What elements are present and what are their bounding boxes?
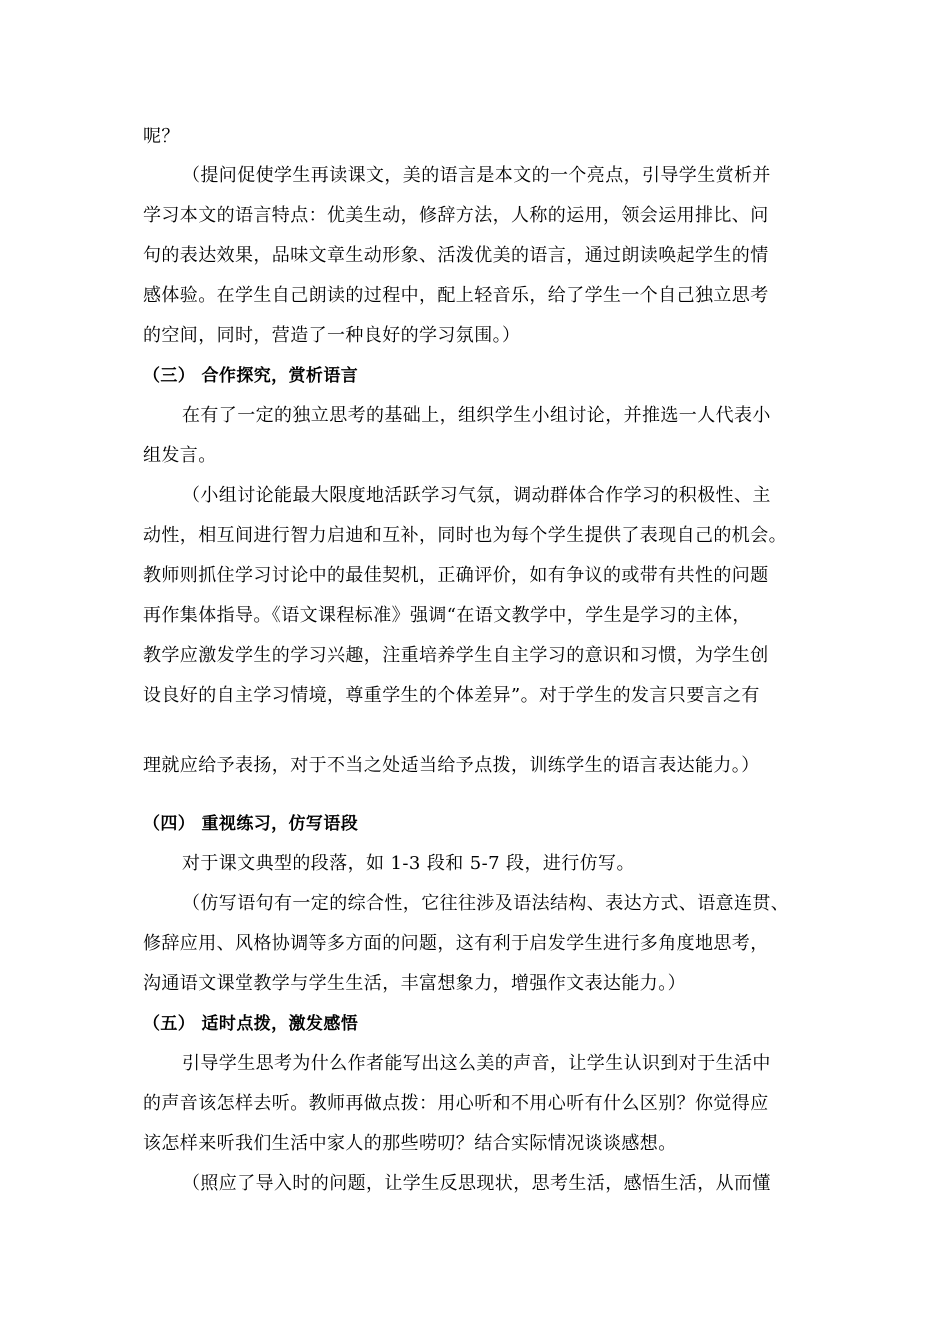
section-heading-5: （五） 适时点拨，激发感悟 (143, 1014, 359, 1034)
text-line-23: 引导学生思考为什么作者能写出这么美的声音，让学生认识到对于生活中 (182, 1053, 771, 1074)
text-line-5: 感体验。在学生自己朗读的过程中，配上轻音乐，给了学生一个自己独立思考 (143, 285, 769, 306)
text-line-24: 的声音该怎样去听。教师再做点拨：用心听和不用心听有什么区别？你觉得应 (143, 1093, 769, 1114)
text-line-9: 组发言。 (143, 445, 217, 466)
text-line-13: 再作集体指导。《语文课程标准》强调“在语文教学中，学生是学习的主体， (143, 605, 751, 626)
text-line-16: 理就应给予表扬，对于不当之处适当给予点拨，训练学生的语言表达能力。） (143, 755, 760, 776)
section-heading-4: （四） 重视练习，仿写语段 (143, 814, 359, 834)
section-heading-3: （三） 合作探究，赏析语言 (143, 366, 359, 386)
text-line-10: （小组讨论能最大限度地活跃学习气氛，调动群体合作学习的积极性、主 (182, 485, 771, 506)
text-line-12: 教师则抓住学习讨论中的最佳契机，正确评价，如有争议的或带有共性的问题 (143, 565, 769, 586)
text-line-6: 的空间，同时，营造了一种良好的学习氛围。） (143, 325, 521, 346)
text-line-3: 学习本文的语言特点：优美生动，修辞方法，人称的运用，领会运用排比、问 (143, 205, 769, 226)
text-line-14: 教学应激发学生的学习兴趣，注重培养学生自主学习的意识和习惯，为学生创 (143, 645, 769, 666)
text-line-21: 沟通语文课堂教学与学生生活，丰富想象力，增强作文表达能力。） (143, 973, 686, 994)
text-line-15: 设良好的自主学习情境，尊重学生的个体差异”。对于学生的发言只要言之有 (143, 685, 760, 706)
text-line-2: （提问促使学生再读课文，美的语言是本文的一个亮点，引导学生赏析并 (182, 165, 771, 186)
text-line-18: 对于课文典型的段落，如 1-3 段和 5-7 段，进行仿写。 (182, 853, 635, 874)
text-line-4: 句的表达效果，品味文章生动形象、活泼优美的语言，通过朗读唤起学生的情 (143, 245, 769, 266)
text-line-11: 动性，相互间进行智力启迪和互补，同时也为每个学生提供了表现自己的机会。 (143, 525, 787, 546)
text-line-8: 在有了一定的独立思考的基础上，组织学生小组讨论，并推选一人代表小 (182, 405, 771, 426)
text-line-26: （照应了导入时的问题，让学生反思现状，思考生活，感悟生活，从而懂 (182, 1173, 771, 1194)
text-line-19: （仿写语句有一定的综合性，它往往涉及语法结构、表达方式、语意连贯、 (182, 893, 790, 914)
text-line-1: 呢？ (143, 126, 180, 147)
text-line-20: 修辞应用、风格协调等多方面的问题，这有利于启发学生进行多角度地思考， (143, 933, 769, 954)
text-line-25: 该怎样来听我们生活中家人的那些唠叨？结合实际情况谈谈感想。 (143, 1133, 677, 1154)
